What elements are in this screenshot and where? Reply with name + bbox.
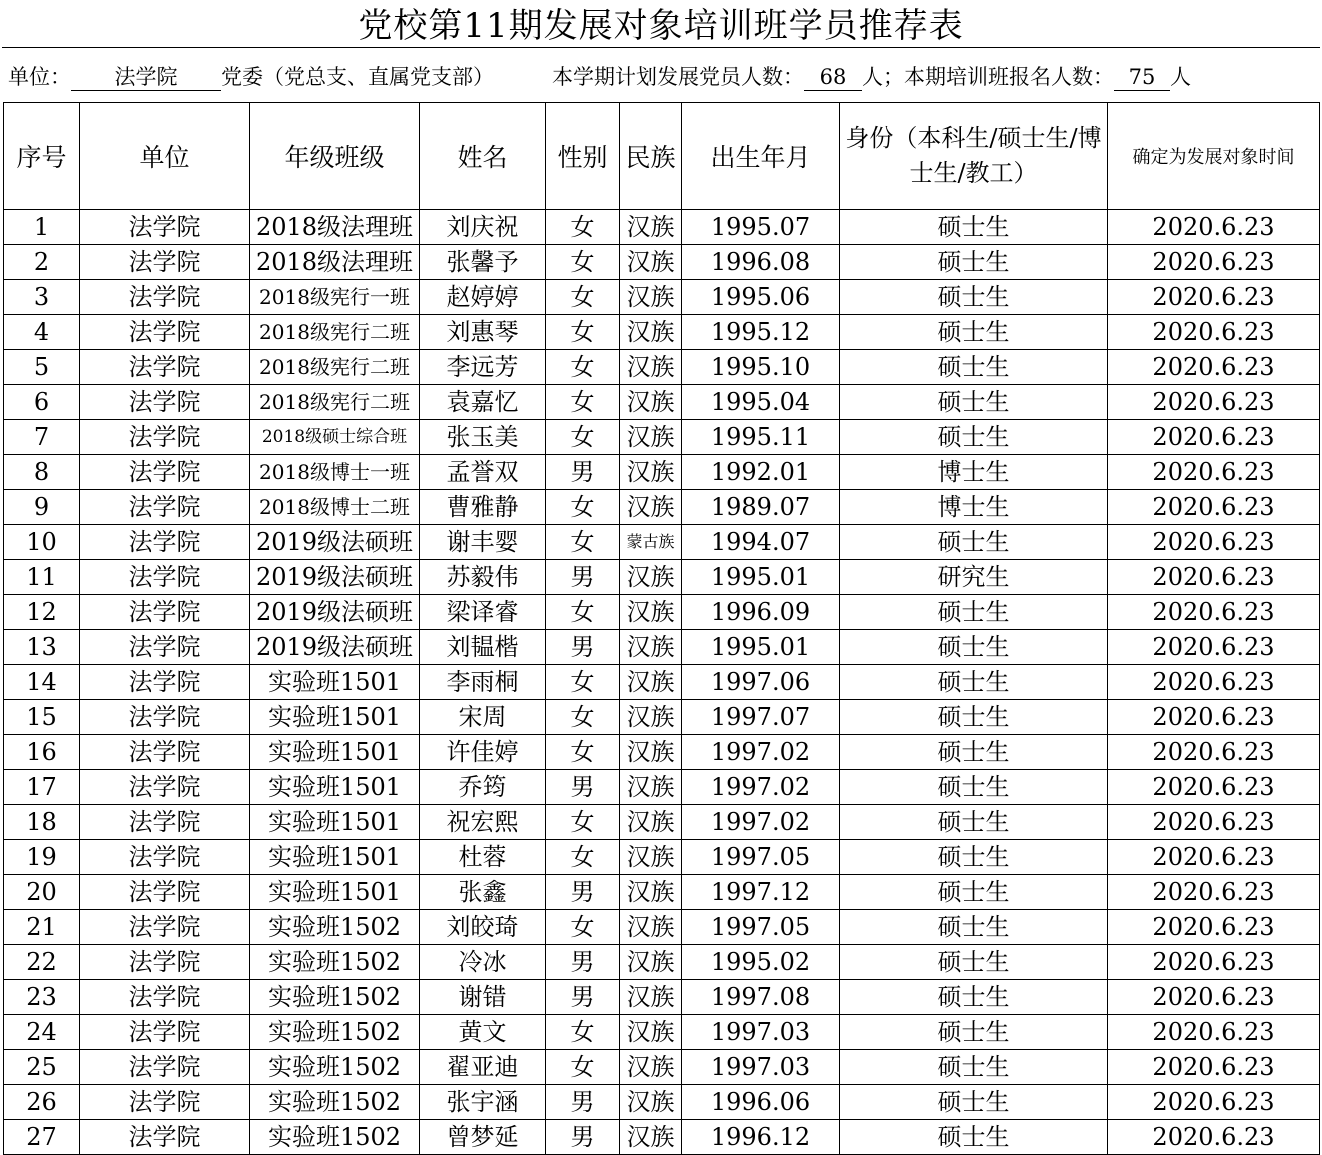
cell-identity[interactable]: 硕士生 xyxy=(840,805,1108,840)
cell-birth[interactable]: 1997.03 xyxy=(682,1015,840,1050)
plan-count[interactable]: 68 xyxy=(804,64,862,91)
cell-gender[interactable]: 男 xyxy=(546,455,620,490)
cell-class[interactable]: 实验班1501 xyxy=(250,735,420,770)
table-row[interactable] xyxy=(4,1050,1320,1085)
cell-gender[interactable]: 男 xyxy=(546,875,620,910)
cell-unit[interactable]: 法学院 xyxy=(80,560,250,595)
cell-ethnicity[interactable]: 汉族 xyxy=(620,1015,682,1050)
cell-ethnicity[interactable]: 汉族 xyxy=(620,210,682,245)
cell-seq[interactable]: 16 xyxy=(4,735,80,770)
col-header-unit: 单位 xyxy=(80,103,250,210)
table-row[interactable] xyxy=(4,385,1320,420)
cell-seq[interactable]: 17 xyxy=(4,770,80,805)
cell-gender[interactable]: 女 xyxy=(546,700,620,735)
cell-confirm-time[interactable]: 2020.6.23 xyxy=(1108,630,1320,665)
cell-gender[interactable]: 男 xyxy=(546,945,620,980)
cell-class[interactable]: 2018级宪行二班 xyxy=(250,385,420,420)
cell-name[interactable]: 杜蓉 xyxy=(420,840,546,875)
col-header-name: 姓名 xyxy=(420,103,546,210)
cell-gender[interactable]: 女 xyxy=(546,210,620,245)
cell-ethnicity[interactable]: 汉族 xyxy=(620,665,682,700)
cell-confirm-time[interactable]: 2020.6.23 xyxy=(1108,1050,1320,1085)
cell-confirm-time[interactable]: 2020.6.23 xyxy=(1108,595,1320,630)
cell-gender[interactable]: 女 xyxy=(546,245,620,280)
cell-gender[interactable]: 女 xyxy=(546,595,620,630)
cell-identity[interactable]: 硕士生 xyxy=(840,1015,1108,1050)
cell-seq[interactable]: 21 xyxy=(4,910,80,945)
cell-seq[interactable]: 25 xyxy=(4,1050,80,1085)
cell-unit[interactable]: 法学院 xyxy=(80,1015,250,1050)
cell-name[interactable]: 张玉美 xyxy=(420,420,546,455)
cell-class[interactable]: 2018级宪行二班 xyxy=(250,350,420,385)
cell-ethnicity[interactable]: 汉族 xyxy=(620,630,682,665)
cell-identity[interactable]: 硕士生 xyxy=(840,385,1108,420)
cell-birth[interactable]: 1989.07 xyxy=(682,490,840,525)
table-row[interactable] xyxy=(4,700,1320,735)
table-row[interactable] xyxy=(4,1085,1320,1120)
cell-class[interactable]: 实验班1502 xyxy=(250,1050,420,1085)
cell-unit[interactable]: 法学院 xyxy=(80,630,250,665)
cell-unit[interactable]: 法学院 xyxy=(80,455,250,490)
cell-unit[interactable]: 法学院 xyxy=(80,665,250,700)
cell-class[interactable]: 实验班1502 xyxy=(250,980,420,1015)
cell-name[interactable]: 袁嘉忆 xyxy=(420,385,546,420)
cell-birth[interactable]: 1995.04 xyxy=(682,385,840,420)
col-header-gender: 性别 xyxy=(546,103,620,210)
plan-label: 本学期计划发展党员人数： xyxy=(552,65,804,89)
cell-identity[interactable]: 硕士生 xyxy=(840,735,1108,770)
table-row[interactable] xyxy=(4,210,1320,245)
cell-confirm-time[interactable]: 2020.6.23 xyxy=(1108,665,1320,700)
cell-gender[interactable]: 男 xyxy=(546,1085,620,1120)
cell-name[interactable]: 苏毅伟 xyxy=(420,560,546,595)
col-header-seq: 序号 xyxy=(4,103,80,210)
cell-confirm-time[interactable]: 2020.6.23 xyxy=(1108,350,1320,385)
cell-birth[interactable]: 1995.10 xyxy=(682,350,840,385)
table-row[interactable] xyxy=(4,1120,1320,1155)
plan-suffix: 人；本期培训班报名人数： xyxy=(862,65,1114,89)
cell-class[interactable]: 2019级法硕班 xyxy=(250,560,420,595)
cell-identity[interactable]: 硕士生 xyxy=(840,1120,1108,1155)
cell-gender[interactable]: 女 xyxy=(546,280,620,315)
cell-ethnicity[interactable]: 汉族 xyxy=(620,700,682,735)
table-row[interactable] xyxy=(4,280,1320,315)
cell-confirm-time[interactable]: 2020.6.23 xyxy=(1108,1015,1320,1050)
cell-confirm-time[interactable]: 2020.6.23 xyxy=(1108,840,1320,875)
cell-birth[interactable]: 1997.03 xyxy=(682,1050,840,1085)
cell-ethnicity[interactable]: 汉族 xyxy=(620,805,682,840)
table-row[interactable] xyxy=(4,350,1320,385)
cell-identity[interactable]: 硕士生 xyxy=(840,945,1108,980)
table-row[interactable] xyxy=(4,595,1320,630)
cell-class[interactable]: 实验班1502 xyxy=(250,1085,420,1120)
cell-birth[interactable]: 1996.12 xyxy=(682,1120,840,1155)
cell-identity[interactable]: 硕士生 xyxy=(840,1085,1108,1120)
cell-name[interactable]: 李远芳 xyxy=(420,350,546,385)
cell-name[interactable]: 张鑫 xyxy=(420,875,546,910)
cell-confirm-time[interactable]: 2020.6.23 xyxy=(1108,1085,1320,1120)
table-row[interactable] xyxy=(4,630,1320,665)
cell-class[interactable]: 2018级博士一班 xyxy=(250,455,420,490)
cell-gender[interactable]: 女 xyxy=(546,350,620,385)
table-row[interactable] xyxy=(4,560,1320,595)
table-row[interactable] xyxy=(4,525,1320,560)
cell-unit[interactable]: 法学院 xyxy=(80,1085,250,1120)
cell-name[interactable]: 孟誉双 xyxy=(420,455,546,490)
cell-birth[interactable]: 1995.02 xyxy=(682,945,840,980)
cell-class[interactable]: 实验班1502 xyxy=(250,945,420,980)
cell-confirm-time[interactable]: 2020.6.23 xyxy=(1108,875,1320,910)
cell-name[interactable]: 赵婷婷 xyxy=(420,280,546,315)
table-row[interactable] xyxy=(4,770,1320,805)
cell-seq[interactable]: 4 xyxy=(4,315,80,350)
cell-identity[interactable]: 研究生 xyxy=(840,560,1108,595)
cell-confirm-time[interactable]: 2020.6.23 xyxy=(1108,420,1320,455)
cell-ethnicity[interactable]: 汉族 xyxy=(620,315,682,350)
cell-identity[interactable]: 硕士生 xyxy=(840,980,1108,1015)
cell-seq[interactable]: 7 xyxy=(4,420,80,455)
cell-class[interactable]: 2018级法理班 xyxy=(250,245,420,280)
cell-class[interactable]: 实验班1501 xyxy=(250,805,420,840)
cell-unit[interactable]: 法学院 xyxy=(80,280,250,315)
cell-gender[interactable]: 女 xyxy=(546,490,620,525)
cell-confirm-time[interactable]: 2020.6.23 xyxy=(1108,315,1320,350)
cell-seq[interactable]: 8 xyxy=(4,455,80,490)
cell-birth[interactable]: 1992.01 xyxy=(682,455,840,490)
cell-unit[interactable]: 法学院 xyxy=(80,770,250,805)
cell-identity[interactable]: 硕士生 xyxy=(840,280,1108,315)
cell-class[interactable]: 实验班1501 xyxy=(250,665,420,700)
cell-unit[interactable]: 法学院 xyxy=(80,1120,250,1155)
table-row[interactable] xyxy=(4,315,1320,350)
cell-unit[interactable]: 法学院 xyxy=(80,875,250,910)
cell-ethnicity[interactable]: 汉族 xyxy=(620,1050,682,1085)
cell-gender[interactable]: 男 xyxy=(546,1120,620,1155)
cell-unit[interactable]: 法学院 xyxy=(80,245,250,280)
table-row[interactable] xyxy=(4,980,1320,1015)
col-header-birth: 出生年月 xyxy=(682,103,840,210)
cell-name[interactable]: 张馨予 xyxy=(420,245,546,280)
cell-birth[interactable]: 1995.01 xyxy=(682,630,840,665)
unit-value[interactable]: 法学院 xyxy=(71,64,221,91)
recommendation-table xyxy=(3,102,1320,1155)
cell-gender[interactable]: 男 xyxy=(546,560,620,595)
cell-class[interactable]: 2018级宪行一班 xyxy=(250,280,420,315)
cell-confirm-time[interactable]: 2020.6.23 xyxy=(1108,735,1320,770)
cell-name[interactable]: 梁译睿 xyxy=(420,595,546,630)
cell-class[interactable]: 实验班1501 xyxy=(250,840,420,875)
cell-seq[interactable]: 13 xyxy=(4,630,80,665)
cell-confirm-time[interactable]: 2020.6.23 xyxy=(1108,945,1320,980)
cell-gender[interactable]: 女 xyxy=(546,1015,620,1050)
cell-birth[interactable]: 1994.07 xyxy=(682,525,840,560)
cell-seq[interactable]: 24 xyxy=(4,1015,80,1050)
cell-seq[interactable]: 26 xyxy=(4,1085,80,1120)
cell-birth[interactable]: 1996.09 xyxy=(682,595,840,630)
cell-seq[interactable]: 12 xyxy=(4,595,80,630)
cell-class[interactable]: 2019级法硕班 xyxy=(250,595,420,630)
cell-confirm-time[interactable]: 2020.6.23 xyxy=(1108,980,1320,1015)
cell-identity[interactable]: 硕士生 xyxy=(840,770,1108,805)
cell-class[interactable]: 实验班1501 xyxy=(250,770,420,805)
cell-identity[interactable]: 硕士生 xyxy=(840,1050,1108,1085)
cell-identity[interactable]: 硕士生 xyxy=(840,840,1108,875)
cell-birth[interactable]: 1997.02 xyxy=(682,735,840,770)
cell-name[interactable]: 刘皎琦 xyxy=(420,910,546,945)
cell-birth[interactable]: 1995.07 xyxy=(682,210,840,245)
cell-seq[interactable]: 3 xyxy=(4,280,80,315)
cell-seq[interactable]: 22 xyxy=(4,945,80,980)
cell-unit[interactable]: 法学院 xyxy=(80,700,250,735)
cell-class[interactable]: 2018级宪行二班 xyxy=(250,315,420,350)
cell-seq[interactable]: 18 xyxy=(4,805,80,840)
cell-seq[interactable]: 20 xyxy=(4,875,80,910)
cell-ethnicity[interactable]: 汉族 xyxy=(620,1120,682,1155)
cell-confirm-time[interactable]: 2020.6.23 xyxy=(1108,210,1320,245)
cell-gender[interactable]: 男 xyxy=(546,770,620,805)
unit-suffix: 党委（党总支、直属党支部） xyxy=(221,65,494,89)
cell-class[interactable]: 2019级法硕班 xyxy=(250,630,420,665)
cell-identity[interactable]: 硕士生 xyxy=(840,245,1108,280)
cell-ethnicity[interactable]: 汉族 xyxy=(620,245,682,280)
cell-name[interactable]: 翟亚迪 xyxy=(420,1050,546,1085)
cell-class[interactable]: 实验班1501 xyxy=(250,700,420,735)
cell-ethnicity[interactable]: 汉族 xyxy=(620,945,682,980)
cell-name[interactable]: 李雨桐 xyxy=(420,665,546,700)
cell-birth[interactable]: 1997.07 xyxy=(682,700,840,735)
cell-confirm-time[interactable]: 2020.6.23 xyxy=(1108,700,1320,735)
cell-seq[interactable]: 10 xyxy=(4,525,80,560)
cell-identity[interactable]: 硕士生 xyxy=(840,420,1108,455)
cell-identity[interactable]: 硕士生 xyxy=(840,910,1108,945)
cell-ethnicity[interactable]: 汉族 xyxy=(620,735,682,770)
table-row[interactable] xyxy=(4,840,1320,875)
unit-label: 单位： xyxy=(8,65,71,89)
cell-unit[interactable]: 法学院 xyxy=(80,525,250,560)
cell-birth[interactable]: 1997.12 xyxy=(682,875,840,910)
cell-name[interactable]: 祝宏熙 xyxy=(420,805,546,840)
cell-unit[interactable]: 法学院 xyxy=(80,735,250,770)
cell-unit[interactable]: 法学院 xyxy=(80,840,250,875)
cell-name[interactable]: 黄文 xyxy=(420,1015,546,1050)
cell-name[interactable]: 刘惠琴 xyxy=(420,315,546,350)
cell-birth[interactable]: 1995.12 xyxy=(682,315,840,350)
cell-identity[interactable]: 博士生 xyxy=(840,455,1108,490)
cell-birth[interactable]: 1997.08 xyxy=(682,980,840,1015)
cell-confirm-time[interactable]: 2020.6.23 xyxy=(1108,1120,1320,1155)
cell-seq[interactable]: 1 xyxy=(4,210,80,245)
cell-unit[interactable]: 法学院 xyxy=(80,420,250,455)
cell-unit[interactable]: 法学院 xyxy=(80,980,250,1015)
cell-identity[interactable]: 硕士生 xyxy=(840,630,1108,665)
table-row[interactable] xyxy=(4,910,1320,945)
table-row[interactable] xyxy=(4,805,1320,840)
cell-gender[interactable]: 女 xyxy=(546,525,620,560)
cell-seq[interactable]: 15 xyxy=(4,700,80,735)
cell-ethnicity[interactable]: 汉族 xyxy=(620,1085,682,1120)
cell-gender[interactable]: 女 xyxy=(546,805,620,840)
cell-ethnicity[interactable]: 汉族 xyxy=(620,490,682,525)
table-row[interactable] xyxy=(4,665,1320,700)
cell-name[interactable]: 刘庆祝 xyxy=(420,210,546,245)
cell-class[interactable]: 实验班1502 xyxy=(250,910,420,945)
cell-ethnicity[interactable]: 汉族 xyxy=(620,840,682,875)
cell-confirm-time[interactable]: 2020.6.23 xyxy=(1108,560,1320,595)
cell-name[interactable]: 曾梦延 xyxy=(420,1120,546,1155)
cell-seq[interactable]: 23 xyxy=(4,980,80,1015)
cell-name[interactable]: 谢丰婴 xyxy=(420,525,546,560)
enroll-count[interactable]: 75 xyxy=(1114,64,1170,91)
cell-class[interactable]: 2019级法硕班 xyxy=(250,525,420,560)
cell-unit[interactable]: 法学院 xyxy=(80,805,250,840)
cell-birth[interactable]: 1996.06 xyxy=(682,1085,840,1120)
cell-class[interactable]: 2018级博士二班 xyxy=(250,490,420,525)
cell-gender[interactable]: 女 xyxy=(546,420,620,455)
cell-identity[interactable]: 硕士生 xyxy=(840,700,1108,735)
col-header-confirm-time: 确定为发展对象时间 xyxy=(1108,103,1320,210)
cell-birth[interactable]: 1997.02 xyxy=(682,805,840,840)
cell-unit[interactable]: 法学院 xyxy=(80,490,250,525)
cell-birth[interactable]: 1997.06 xyxy=(682,665,840,700)
cell-gender[interactable]: 女 xyxy=(546,840,620,875)
table-row[interactable] xyxy=(4,875,1320,910)
cell-gender[interactable]: 男 xyxy=(546,630,620,665)
cell-name[interactable]: 刘韫楷 xyxy=(420,630,546,665)
title-divider xyxy=(2,47,1320,48)
cell-birth[interactable]: 1995.06 xyxy=(682,280,840,315)
cell-confirm-time[interactable]: 2020.6.23 xyxy=(1108,280,1320,315)
table-row[interactable] xyxy=(4,490,1320,525)
cell-gender[interactable]: 男 xyxy=(546,980,620,1015)
cell-name[interactable]: 曹雅静 xyxy=(420,490,546,525)
cell-ethnicity[interactable]: 蒙古族 xyxy=(620,525,682,560)
cell-seq[interactable]: 6 xyxy=(4,385,80,420)
cell-seq[interactable]: 19 xyxy=(4,840,80,875)
cell-name[interactable]: 张宇涵 xyxy=(420,1085,546,1120)
cell-confirm-time[interactable]: 2020.6.23 xyxy=(1108,455,1320,490)
cell-class[interactable]: 实验班1502 xyxy=(250,1015,420,1050)
cell-birth[interactable]: 1995.11 xyxy=(682,420,840,455)
cell-identity[interactable]: 硕士生 xyxy=(840,665,1108,700)
cell-confirm-time[interactable]: 2020.6.23 xyxy=(1108,245,1320,280)
table-row[interactable] xyxy=(4,945,1320,980)
cell-unit[interactable]: 法学院 xyxy=(80,1050,250,1085)
cell-birth[interactable]: 1995.01 xyxy=(682,560,840,595)
cell-seq[interactable]: 9 xyxy=(4,490,80,525)
cell-confirm-time[interactable]: 2020.6.23 xyxy=(1108,770,1320,805)
cell-seq[interactable]: 5 xyxy=(4,350,80,385)
cell-class[interactable]: 2018级法理班 xyxy=(250,210,420,245)
cell-unit[interactable]: 法学院 xyxy=(80,595,250,630)
cell-name[interactable]: 乔筠 xyxy=(420,770,546,805)
cell-identity[interactable]: 博士生 xyxy=(840,490,1108,525)
cell-ethnicity[interactable]: 汉族 xyxy=(620,980,682,1015)
cell-ethnicity[interactable]: 汉族 xyxy=(620,385,682,420)
cell-unit[interactable]: 法学院 xyxy=(80,910,250,945)
cell-identity[interactable]: 硕士生 xyxy=(840,875,1108,910)
cell-name[interactable]: 宋周 xyxy=(420,700,546,735)
cell-ethnicity[interactable]: 汉族 xyxy=(620,595,682,630)
cell-seq[interactable]: 14 xyxy=(4,665,80,700)
cell-ethnicity[interactable]: 汉族 xyxy=(620,910,682,945)
col-header-class: 年级班级 xyxy=(250,103,420,210)
cell-identity[interactable]: 硕士生 xyxy=(840,210,1108,245)
table-row[interactable] xyxy=(4,420,1320,455)
cell-unit[interactable]: 法学院 xyxy=(80,945,250,980)
cell-name[interactable]: 许佳婷 xyxy=(420,735,546,770)
cell-birth[interactable]: 1997.05 xyxy=(682,840,840,875)
cell-birth[interactable]: 1996.08 xyxy=(682,245,840,280)
table-row[interactable] xyxy=(4,455,1320,490)
cell-gender[interactable]: 女 xyxy=(546,315,620,350)
cell-ethnicity[interactable]: 汉族 xyxy=(620,875,682,910)
cell-ethnicity[interactable]: 汉族 xyxy=(620,350,682,385)
header-row xyxy=(4,103,1320,210)
enroll-suffix: 人 xyxy=(1170,65,1191,89)
cell-ethnicity[interactable]: 汉族 xyxy=(620,420,682,455)
cell-gender[interactable]: 女 xyxy=(546,910,620,945)
cell-gender[interactable]: 女 xyxy=(546,735,620,770)
cell-identity[interactable]: 硕士生 xyxy=(840,350,1108,385)
cell-confirm-time[interactable]: 2020.6.23 xyxy=(1108,910,1320,945)
cell-birth[interactable]: 1997.02 xyxy=(682,770,840,805)
cell-unit[interactable]: 法学院 xyxy=(80,210,250,245)
cell-class[interactable]: 实验班1502 xyxy=(250,1120,420,1155)
table-row[interactable] xyxy=(4,735,1320,770)
cell-confirm-time[interactable]: 2020.6.23 xyxy=(1108,385,1320,420)
cell-ethnicity[interactable]: 汉族 xyxy=(620,560,682,595)
table-row[interactable] xyxy=(4,245,1320,280)
cell-class[interactable]: 实验班1501 xyxy=(250,875,420,910)
cell-identity[interactable]: 硕士生 xyxy=(840,595,1108,630)
col-header-identity: 身份（本科生/硕士生/博士生/教工） xyxy=(840,103,1108,210)
cell-seq[interactable]: 27 xyxy=(4,1120,80,1155)
cell-seq[interactable]: 11 xyxy=(4,560,80,595)
col-header-ethnicity: 民族 xyxy=(620,103,682,210)
cell-gender[interactable]: 女 xyxy=(546,385,620,420)
cell-unit[interactable]: 法学院 xyxy=(80,350,250,385)
cell-confirm-time[interactable]: 2020.6.23 xyxy=(1108,525,1320,560)
cell-class[interactable]: 2018级硕士综合班 xyxy=(250,420,420,455)
cell-birth[interactable]: 1997.05 xyxy=(682,910,840,945)
cell-identity[interactable]: 硕士生 xyxy=(840,315,1108,350)
table-row[interactable] xyxy=(4,1015,1320,1050)
cell-identity[interactable]: 硕士生 xyxy=(840,525,1108,560)
cell-ethnicity[interactable]: 汉族 xyxy=(620,280,682,315)
cell-gender[interactable]: 女 xyxy=(546,1050,620,1085)
cell-confirm-time[interactable]: 2020.6.23 xyxy=(1108,805,1320,840)
cell-unit[interactable]: 法学院 xyxy=(80,315,250,350)
cell-ethnicity[interactable]: 汉族 xyxy=(620,770,682,805)
cell-confirm-time[interactable]: 2020.6.23 xyxy=(1108,490,1320,525)
cell-ethnicity[interactable]: 汉族 xyxy=(620,455,682,490)
header-info-line xyxy=(8,60,1318,94)
sheet-title: 党校第11期发展对象培训班学员推荐表 xyxy=(358,6,964,46)
cell-gender[interactable]: 女 xyxy=(546,665,620,700)
cell-name[interactable]: 谢错 xyxy=(420,980,546,1015)
cell-seq[interactable]: 2 xyxy=(4,245,80,280)
cell-name[interactable]: 冷冰 xyxy=(420,945,546,980)
cell-unit[interactable]: 法学院 xyxy=(80,385,250,420)
